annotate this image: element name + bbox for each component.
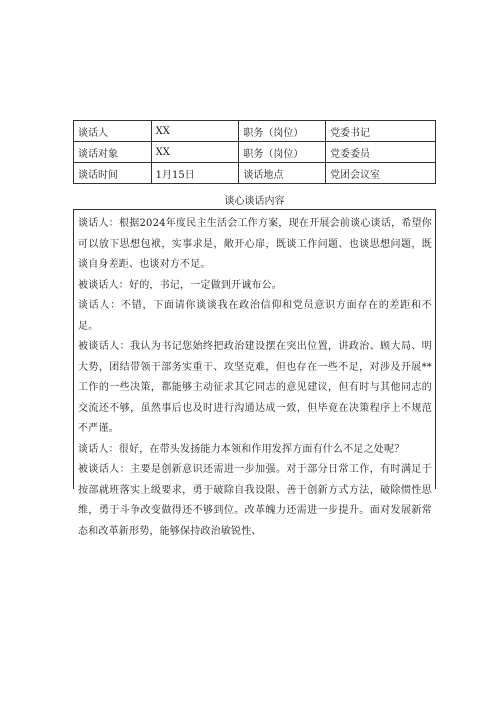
talker-value: XX (151, 121, 239, 142)
talker-position-value: 党委书记 (326, 121, 436, 142)
table-row (74, 121, 436, 142)
section-title: 谈心谈话内容 (224, 196, 285, 207)
paragraph: 谈话人：不错，下面请你谈谈我在政治信仰和党员意识方面存在的差距和不足。 (78, 300, 432, 332)
talk-time-value: 1月15日 (151, 163, 239, 184)
target-position-label: 职务（岗位） (239, 142, 326, 163)
paragraph: 谈话人：很好，在带头发扬能力本领和作用发挥方面有什么不足之处呢？ (78, 443, 405, 455)
talk-place-label: 谈话地点 (239, 163, 326, 184)
talk-content-box (73, 209, 436, 537)
talk-target-label: 谈话对象 (74, 142, 152, 163)
paragraph: 被谈话人：主要是创新意识还需进一步加强。对于部分日常工作，有时满足于按部就班落实上级要求，勇于破除自我设限、善于创新方式方法，破除惯性思维，勇于斗争改变做得还不够到位。改革魄力还需进一步提升。面对发展新常态和改革新形势，能够保持政治敏锐性、 (78, 464, 432, 537)
paragraph: 被谈话人：好的，书记，一定做到开诚布公。 (78, 279, 282, 291)
talk-info-table (73, 120, 436, 184)
talk-place-value: 党团会议室 (326, 163, 436, 184)
paragraph: 谈话人：根据2024年度民主生活会工作方案，现在开展会前谈心谈话，希望你可以放下思想包袱，实事求是，敞开心扉，既谈工作问题、也谈思想问题，既谈自身差距、也谈对方不足。 (78, 218, 432, 270)
talk-target-value: XX (151, 142, 239, 163)
talk-time-label: 谈话时间 (74, 163, 152, 184)
talker-label: 谈话人 (74, 121, 152, 142)
table-row (74, 163, 436, 184)
table-row (74, 142, 436, 163)
talker-position-label: 职务（岗位） (239, 121, 326, 142)
target-position-value: 党委委员 (326, 142, 436, 163)
paragraph: 被谈话人：我认为书记您始终把政治建设摆在突出位置，讲政治、顾大局、明大势，团结带领干部务实重干、攻坚克难，但也存在一些不足，对涉及开展**工作的一些决策，都能够主动征求其它同志的意见建议，但有时与其他同志的交流还不够，虽然事后也及时进行沟通达成一致，但毕竟在决策程序上不规范不严谨。 (78, 341, 432, 434)
